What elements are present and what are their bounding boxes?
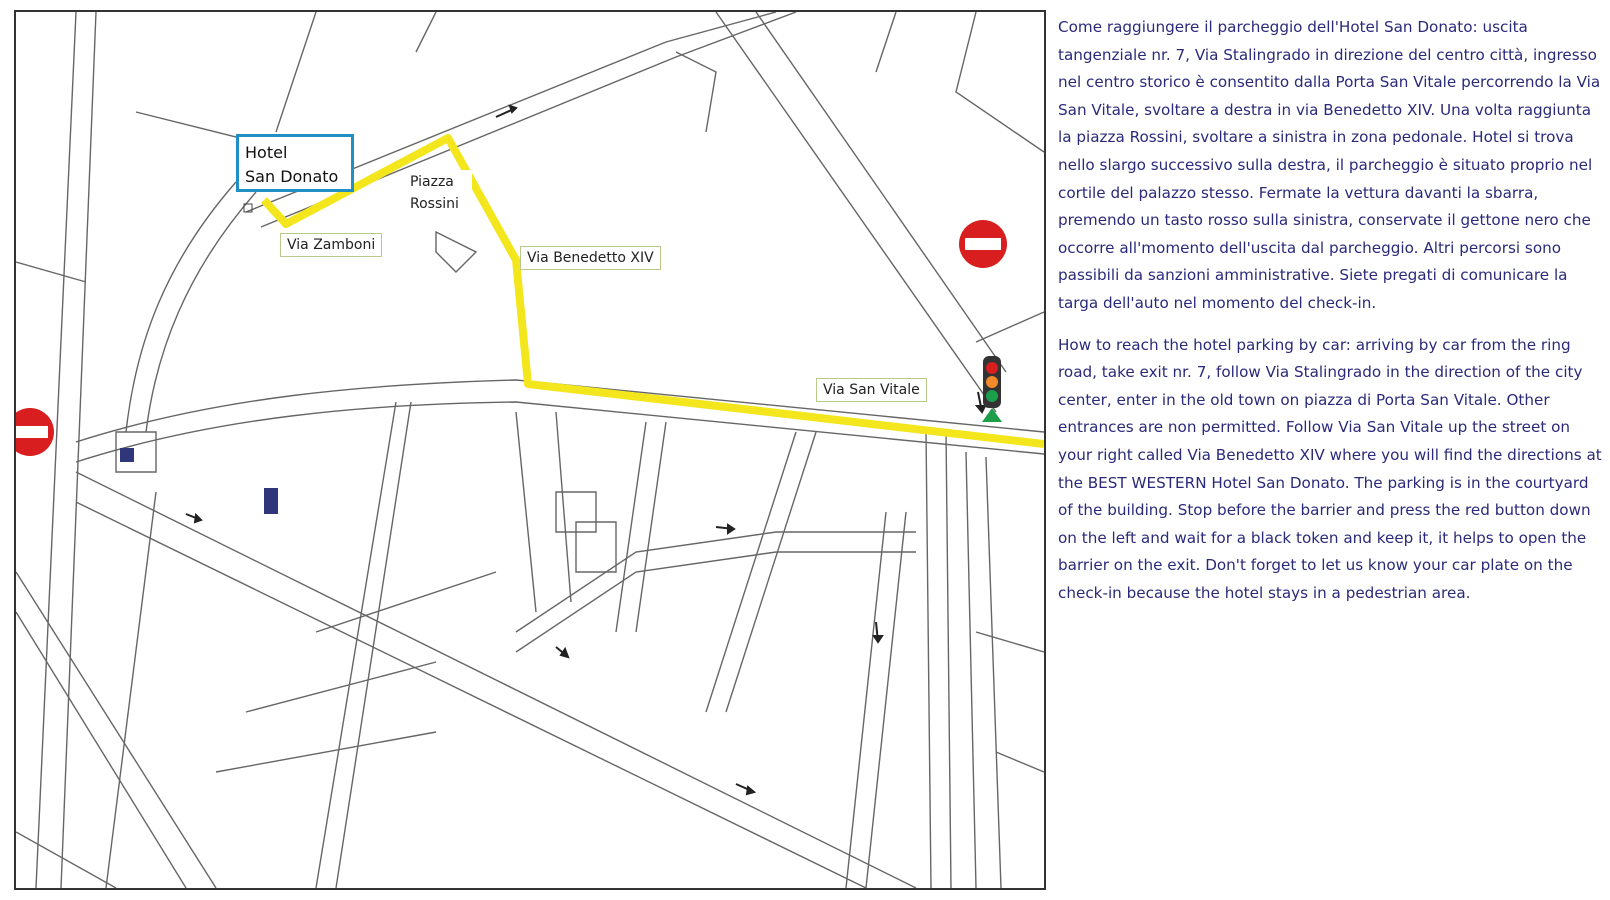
street-outline-strada-maggiore-south xyxy=(76,502,866,888)
via-benedetto-label: Via Benedetto XIV xyxy=(520,246,661,270)
via-san-vitale-label: Via San Vitale xyxy=(816,378,927,402)
hotel-label-line2: San Donato xyxy=(245,167,339,186)
city-map xyxy=(14,10,1046,890)
no-entry-sign-right xyxy=(959,220,1007,268)
map-streets xyxy=(16,12,1044,888)
piazza-label-line1: Piazza xyxy=(410,174,454,190)
hotel-label xyxy=(236,134,354,192)
directions-italian: Come raggiungere il parcheggio dell'Hotel San Donato: uscita tangenziale nr. 7, Via Stalingrado in direzione del centro città, ingresso nel centro storico è consentito dalla Porta San Vitale percorrendo la Via San Vitale, svoltare a destra in via Benedetto XIV. Una volta raggiunta la piazza Rossini, svoltare a sinistra in zona pedonale. Hotel si trova nello slargo successivo sulla destra, il parcheggio è situato proprio nel cortile del palazzo stesso. Fermate la vettura davanti la sbarra, premendo un tasto rosso sulla sinistra, conservate il gettone nero che occorre all'momento dell'uscita dal parcheggio. Altri percorsi sono passibili da sanzioni amministrative. Siete pregati di comunicare la targa dell'auto nel momento del check-in. xyxy=(1058,18,1601,312)
piazza-rossini-label xyxy=(408,170,472,216)
hotel-label-line1: Hotel xyxy=(245,143,288,162)
directions-english: How to reach the hotel parking by car: arriving by car from the ring road, take exit nr. 7, follow Via Stalingrado in the direction of the city center, enter in the old town on piazza di Porta San Vitale. Other entrances are non permitted. Follow Via San Vitale up the street on your right called Via Benedetto XIV where you will find the directions at the BEST WESTERN Hotel San Donato. The parking is in the courtyard of the building. Stop before the barrier and press the red button down on the left and wait for a black token and keep it, it helps to open the barrier on the exit. Don't forget to let us know your car plate on the check-in because the hotel stays in a pedestrian area. xyxy=(1058,335,1602,602)
traffic-light-icon xyxy=(982,356,1002,422)
route-to-hotel xyxy=(264,138,1044,444)
piazza-label-line2: Rossini xyxy=(410,196,459,212)
parking-marker-icon xyxy=(120,448,134,462)
via-zamboni-label: Via Zamboni xyxy=(280,233,382,257)
street-outline-san-vitale-south xyxy=(76,402,1044,462)
directions-panel xyxy=(1058,14,1604,607)
parking-marker-icon xyxy=(264,488,278,514)
street-outline-strada-maggiore-north xyxy=(76,472,916,888)
no-entry-sign-left xyxy=(16,408,54,456)
